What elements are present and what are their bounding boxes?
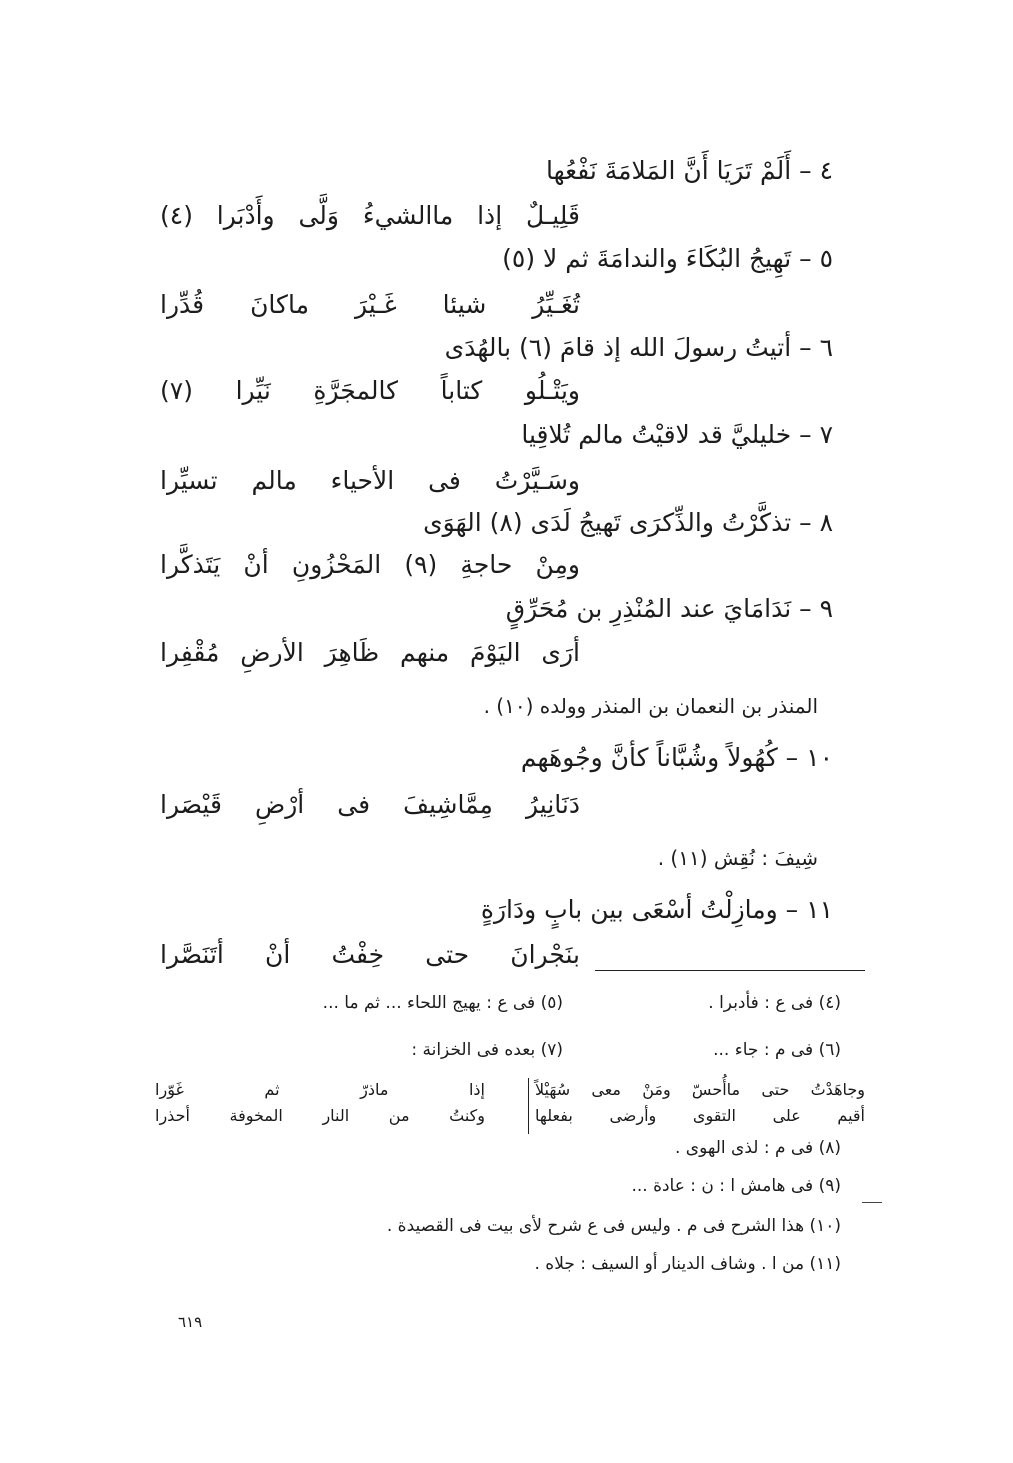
verse-9-first-hemistich: ٩ – نَدَامَايَ عند المُنْذِرِ بن مُحَرِّقٍ bbox=[505, 594, 833, 623]
quoted-verse-1-left-half bbox=[155, 1080, 485, 1099]
verse-4-second-hemistich: قَلِيـلٌ إذا ماالشيءُ وَلَّى وأَدْبَرا (٤) bbox=[160, 201, 580, 230]
verse-6-first-hemistich: ٦ – أتيتُ رسولَ الله إذ قامَ (٦) بالهُدَى bbox=[444, 333, 833, 362]
word: على bbox=[772, 1106, 801, 1125]
verse-9-second-hemistich: أرَى اليَوْمَ منهم ظَاهِرَ الأرضِ مُقْفِرا bbox=[160, 638, 580, 667]
word: أحذرا bbox=[155, 1106, 190, 1125]
verse-11-first-hemistich: ١١ – ومازِلْتُ أسْعَى بين بابٍ ودَارَةٍ bbox=[480, 895, 833, 924]
verse-5-second-hemistich: تُغَـيِّرُ شيئا غَـيْرَ ماكانَ قُدِّرا bbox=[160, 290, 580, 319]
verse-6-second-hemistich: ويَتْـلُو كتاباً كالمجَرَّةِ نَيِّرا (٧) bbox=[160, 376, 580, 405]
word: ماأُحسّ bbox=[691, 1080, 741, 1099]
page-number: ٦١٩ bbox=[178, 1313, 203, 1331]
word: ماذرّ bbox=[360, 1080, 389, 1099]
footnote-7: (٧) بعده فى الخزانة : bbox=[411, 1040, 563, 1060]
word: وجاهَدْتُ bbox=[810, 1080, 865, 1099]
word: من bbox=[388, 1106, 410, 1125]
verse-11-second-hemistich: بنَجْرانَ حتى خِفْتُ أنْ أتَنَصَّرا bbox=[160, 940, 580, 969]
quoted-verse-1-right-half bbox=[535, 1080, 865, 1099]
footnote-11: (١١) من ا . وشاف الدينار أو السيف : جلاه . bbox=[534, 1254, 841, 1274]
verse-10-second-hemistich: دَنَانِيرُ مِمَّاشِيفَ فى أرْضِ قَيْصَرا bbox=[160, 790, 580, 819]
quoted-verse-line-1 bbox=[155, 1080, 865, 1099]
footnote-4: (٤) فى ع : فأدبرا . bbox=[708, 993, 841, 1013]
quoted-verse-line-2 bbox=[155, 1106, 865, 1125]
margin-mark bbox=[862, 1202, 882, 1203]
footnote-5: (٥) فى ع : يهيج اللحاء ... ثم ما ... bbox=[322, 993, 563, 1013]
word: ومَنْ bbox=[642, 1080, 671, 1099]
quoted-verse-2-left-half bbox=[155, 1106, 485, 1125]
verse-5-first-hemistich: ٥ – تَهِيجُ البُكَاءَ والندامَةَ ثم لا (٥) bbox=[502, 244, 833, 273]
footnote-9: (٩) فى هامش ا : ن : عادة ... bbox=[631, 1176, 841, 1196]
word: المخوفة bbox=[229, 1106, 283, 1125]
commentary-line-1: المنذر بن النعمان بن المنذر وولده (١٠) . bbox=[483, 694, 818, 718]
word: بفعلها bbox=[535, 1106, 573, 1125]
footnote-6: (٦) فى م : جاء ... bbox=[713, 1040, 841, 1060]
verse-4-first-hemistich: ٤ – أَلَمْ تَرَيَا أَنَّ المَلامَةَ نَفْعُها bbox=[546, 156, 833, 185]
verse-8-second-hemistich: ومِنْ حاجةِ (٩) المَحْزُونِ أنْ يَتَذكَّرا bbox=[160, 550, 580, 579]
word: معى bbox=[591, 1080, 621, 1099]
word: إذا bbox=[468, 1080, 485, 1099]
word: النار bbox=[322, 1106, 350, 1125]
commentary-line-2: شِيفَ : نُقِش (١١) . bbox=[657, 846, 818, 870]
word: حتى bbox=[761, 1080, 790, 1099]
word: التقوى bbox=[692, 1106, 736, 1125]
word: أقيم bbox=[837, 1106, 865, 1125]
hemistich-divider bbox=[528, 1078, 529, 1134]
footnote-8: (٨) فى م : لذى الهوى . bbox=[674, 1138, 841, 1158]
verse-7-second-hemistich: وسَـيَّرْتُ فى الأحياء مالم تسيِّرا bbox=[160, 466, 580, 495]
word: وأرضى bbox=[609, 1106, 657, 1125]
verse-8-first-hemistich: ٨ – تذكَّرْتُ والذِّكرَى تَهيجُ لَدَى (٨) الهَوَى bbox=[423, 508, 833, 537]
word: وكنتُ bbox=[449, 1106, 485, 1125]
footnote-separator bbox=[595, 970, 865, 971]
word: سُهَيْلاً bbox=[535, 1080, 571, 1099]
footnote-10: (١٠) هذا الشرح فى م . وليس فى ع شرح لأى بيت فى القصيدة . bbox=[386, 1216, 841, 1236]
quoted-verse-2-right-half bbox=[535, 1106, 865, 1125]
verse-7-first-hemistich: ٧ – خليليَّ قد لاقيْتُ مالم تُلاقِيا bbox=[521, 420, 833, 449]
word: ثم bbox=[264, 1080, 280, 1099]
word: غَوّرا bbox=[155, 1080, 184, 1099]
verse-10-first-hemistich: ١٠ – كُهُولاً وشُبَّاناً كأنَّ وجُوهَهم bbox=[520, 743, 833, 772]
